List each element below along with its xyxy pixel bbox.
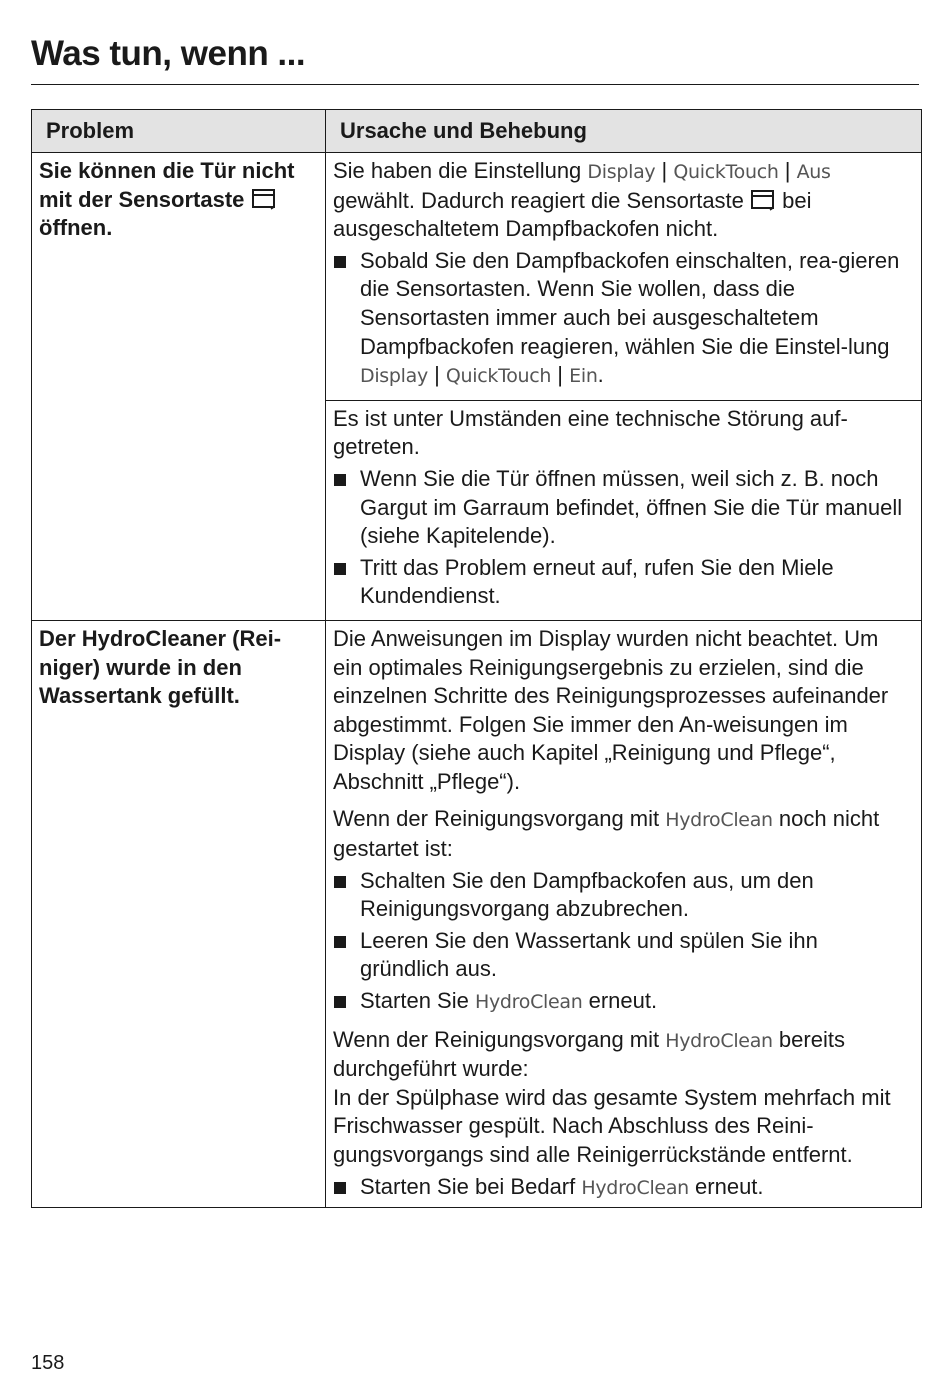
bullet-text: erneut. bbox=[695, 1173, 764, 1199]
setting-quicktouch: QuickTouch bbox=[673, 161, 779, 183]
cause-paragraph: In der Spülphase wird das gesamte System mehrfach mit Frischwasser gespült. Nach Abschluss des Reini-gungsvorgangs sind alle Reinigerrückstände entfernt. bbox=[333, 1084, 891, 1167]
separator: | bbox=[557, 362, 564, 388]
program-hydroclean: HydroClean bbox=[665, 1029, 773, 1052]
cause-text: Wenn der Reinigungsvorgang mit bbox=[333, 1026, 660, 1052]
cause-cell bbox=[326, 400, 922, 620]
problem-cell bbox=[32, 153, 326, 621]
bullet-text: Starten Sie bbox=[360, 988, 469, 1014]
door-open-sensor-icon bbox=[251, 188, 277, 210]
cause-intro: Es ist unter Umständen eine technische Störung auf-getreten. bbox=[333, 405, 848, 460]
header-problem: Problem bbox=[32, 110, 326, 153]
separator: | bbox=[434, 362, 440, 388]
header-cause: Ursache und Behebung bbox=[326, 110, 922, 153]
bullet-item: Tritt das Problem erneut auf, rufen Sie den Miele Kundendienst. bbox=[333, 554, 913, 611]
program-hydroclean: HydroClean bbox=[581, 1176, 689, 1199]
setting-aus: Aus bbox=[796, 161, 831, 183]
cause-paragraph bbox=[333, 805, 913, 863]
bullet-item: Schalten Sie den Dampfbackofen aus, um den Reinigungsvorgang abzubrechen. bbox=[333, 867, 913, 924]
table-row bbox=[32, 153, 922, 401]
cause-text: Sie haben die Einstellung bbox=[333, 158, 582, 183]
cause-paragraph bbox=[333, 1026, 913, 1084]
problem-cell bbox=[32, 620, 326, 1207]
table-row bbox=[32, 620, 922, 1207]
setting-display: Display bbox=[587, 161, 656, 183]
cause-cell bbox=[326, 620, 922, 1207]
problem-text-end: öffnen. bbox=[39, 215, 113, 241]
cause-text: bei ausgeschaltetem Dampfbackofen nicht. bbox=[333, 187, 812, 242]
setting-display: Display bbox=[360, 365, 428, 388]
setting-ein: Ein bbox=[569, 365, 598, 388]
bullet-item bbox=[333, 247, 913, 391]
bullet-item bbox=[333, 1173, 913, 1203]
cause-text: gewählt. Dadurch reagiert die Sensortaste bbox=[333, 187, 744, 213]
program-hydroclean: HydroClean bbox=[474, 991, 583, 1014]
problem-text: Sie können die Tür nicht mit der Sensortaste bbox=[39, 158, 295, 212]
setting-quicktouch: QuickTouch bbox=[445, 365, 552, 388]
cause-intro bbox=[333, 157, 913, 244]
page-number: 158 bbox=[31, 1352, 65, 1374]
bullet-text: Starten Sie bei Bedarf bbox=[360, 1173, 576, 1199]
bullet-text: erneut. bbox=[588, 988, 658, 1014]
bullet-item: Leeren Sie den Wassertank und spülen Sie ihn gründlich aus. bbox=[333, 927, 913, 984]
table-header-row bbox=[32, 110, 922, 153]
bullet-text: . bbox=[597, 362, 604, 388]
title-divider bbox=[31, 84, 919, 85]
page-title: Was tun, wenn ... bbox=[31, 34, 306, 73]
separator: | bbox=[784, 158, 791, 183]
program-hydroclean: HydroClean bbox=[665, 809, 773, 832]
bullet-item: Wenn Sie die Tür öffnen müssen, weil sich z. B. noch Gargut im Garraum befindet, öffnen Sie die Tür manuell (siehe Kapitelende). bbox=[333, 465, 913, 551]
cause-cell bbox=[326, 153, 922, 401]
troubleshooting-table bbox=[31, 109, 922, 1208]
cause-text: noch nicht gestartet ist: bbox=[333, 806, 880, 862]
cause-paragraph: Die Anweisungen im Display wurden nicht beachtet. Um ein optimales Reinigungsergebnis zu erzielen, sind die einzelnen Schritte des Reinigungsprozesses aufeinander abgestimmt. Folgen Sie immer den An-weisungen im Display (siehe auch Kapitel „Reinigung und Pflege“, Abschnitt „Pflege“). bbox=[333, 625, 889, 794]
problem-text: Der HydroCleaner (Rei-niger) wurde in den Wassertank gefüllt. bbox=[39, 625, 282, 709]
door-open-sensor-icon bbox=[750, 189, 776, 211]
cause-text: Wenn der Reinigungsvorgang mit bbox=[333, 806, 660, 832]
bullet-item bbox=[333, 987, 913, 1017]
separator: | bbox=[661, 158, 668, 183]
bullet-text: Sobald Sie den Dampfbackofen einschalten, rea-gieren die Sensortasten. Wenn Sie wollen, dass die Sensortasten immer auch bei ausgeschaltetem Dampfbackofen reagieren, wählen Sie die Einstel-lung bbox=[360, 247, 900, 359]
cause-text: bereits durchgeführt wurde: bbox=[333, 1026, 845, 1082]
